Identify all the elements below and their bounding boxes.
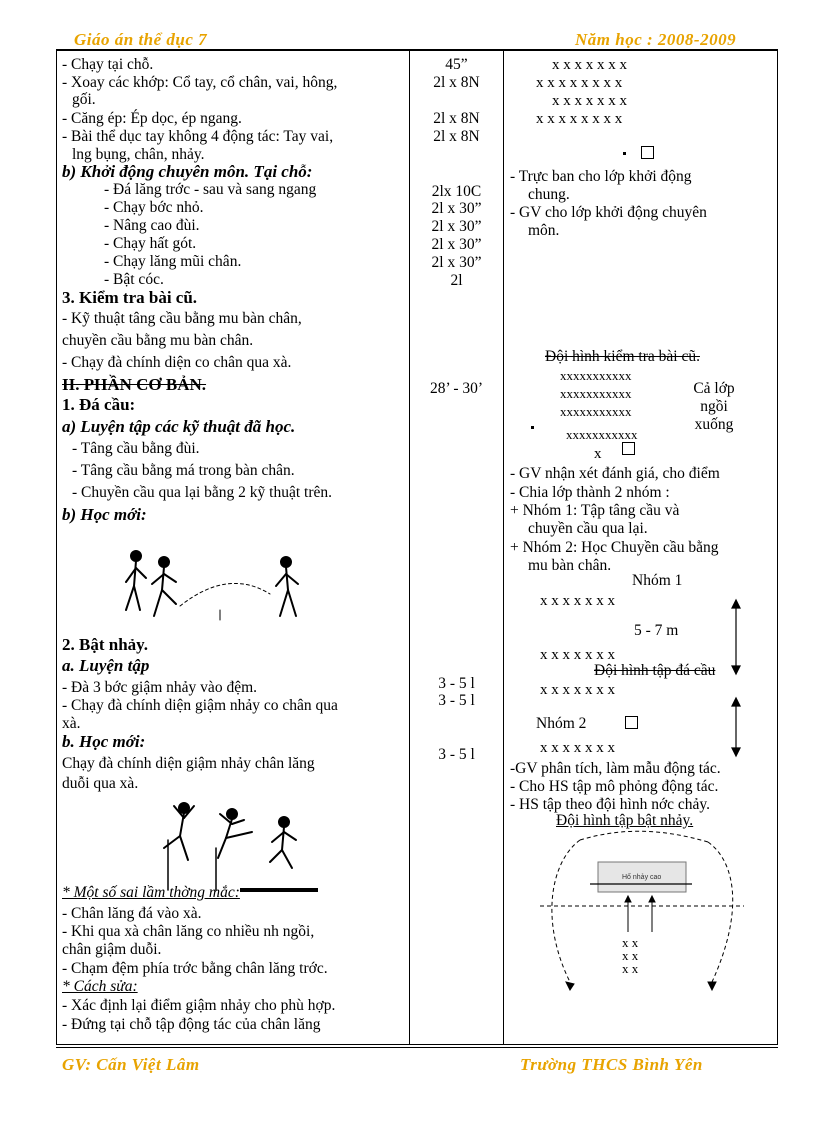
text-line: lng bụng, chân, nhảy. (72, 146, 205, 163)
group-label: Nhóm 2 (536, 715, 587, 732)
note-line: - Cho HS tập mô phỏng động tác. (510, 778, 719, 795)
footer-right: Trường THCS Bình Yên (520, 1055, 703, 1074)
note-line: - GV nhận xét đánh giá, cho điểm (510, 465, 720, 482)
section-heading: 2. Bật nhảy. (62, 635, 148, 654)
note-line: môn. (528, 222, 560, 239)
dosage: 2l x 30” (431, 236, 482, 253)
formation-row: xxxxxxxxxxx (560, 368, 632, 383)
label: xuống (694, 416, 734, 433)
pit-label: Hố nhảy cao (622, 874, 662, 881)
note-line: - GV cho lớp khởi động chuyên (510, 204, 707, 221)
teacher-dot (531, 426, 534, 429)
high-jump-illustration (160, 800, 320, 890)
section-heading: b) Khởi động chuyên môn. Tại chỗ: (62, 162, 313, 181)
formation-row: x x x x x x x x (536, 111, 623, 127)
header-left: Giáo án thể dục 7 (74, 30, 208, 49)
text-line: - Xác định lại điểm giậm nhảy cho phù hợp. (62, 997, 336, 1014)
text-line: - Tâng cầu bằng đùi. (72, 440, 200, 457)
text-line: - Chạy hất gót. (104, 235, 197, 252)
formation-row: x x x x x x x (552, 57, 627, 73)
jump-formation-diagram (540, 832, 744, 1002)
text-line: - Đứng tại chỗ tập động tác của chân lăng (62, 1016, 321, 1033)
footer-rule (56, 1047, 778, 1048)
formation-row: x x x x x x x (540, 740, 615, 756)
teacher-x: x (594, 446, 602, 462)
note-line: -GV phân tích, làm mẫu động tác. (510, 760, 721, 777)
text-line: - Bài thể dục tay không 4 động tác: Tay vai, (62, 128, 334, 145)
dosage: 3 - 5 l (438, 746, 475, 763)
flag-marker (641, 146, 654, 159)
text-line: - Chạy lăng mũi chân. (104, 253, 242, 270)
note-line: chuyền cầu qua lại. (528, 520, 648, 537)
formation-row: x x x x x x x (540, 682, 615, 698)
group-label: Nhóm 1 (632, 572, 683, 589)
text-line: - Căng ép: Ép dọc, ép ngang. (62, 110, 242, 127)
section-heading: b. Học mới: (62, 732, 146, 751)
text-line: - Kỹ thuật tâng cầu bằng mu bàn chân, (62, 310, 302, 327)
dosage: 2l x 30” (431, 200, 482, 217)
section-heading: * Cách sửa: (62, 978, 138, 995)
text-line: - Chạy đà chính diện co chân qua xà. (62, 354, 292, 371)
dosage: 2l x 30” (431, 254, 482, 271)
text-line: - Chạy đà chính diện giậm nhảy co chân qua (62, 697, 338, 714)
distance-label: 5 - 7 m (634, 622, 679, 639)
flag-marker (625, 716, 638, 729)
text-line: xà. (62, 715, 81, 732)
formation-row: x x x x x x x (540, 593, 615, 609)
table-border-left (56, 49, 57, 1045)
part-heading: II. PHẦN CƠ BẢN. (62, 375, 207, 394)
dosage: 2l x 30” (431, 218, 482, 235)
section-heading: * Một số sai lầm thờng mắc: (62, 884, 240, 901)
table-divider-2 (503, 49, 504, 1045)
text-line: Chạy đà chính diện giậm nhảy chân lăng (62, 755, 315, 772)
formation-row: x x x x x x x x (536, 75, 623, 91)
text-line: - Đá lăng trớc - sau và sang ngang (104, 181, 317, 198)
text-line: - Chạy tại chỗ. (62, 56, 154, 73)
dosage: 2l x 8N (433, 74, 480, 91)
section-heading: 1. Đá cầu: (62, 395, 136, 414)
teacher-dot (623, 152, 626, 155)
formation-row: x x x x x x x (552, 93, 627, 109)
dosage: 28’ - 30’ (429, 380, 484, 397)
note-line: - HS tập theo đội hình nớc chảy. (510, 796, 711, 813)
text-line: chuyền cầu bằng mu bàn chân. (62, 332, 254, 349)
table-border-bottom (56, 1044, 778, 1045)
header-rule (56, 49, 778, 51)
footer-left: GV: Cấn Việt Lâm (62, 1055, 200, 1074)
note-line: + Nhóm 1: Tập tâng cầu và (510, 502, 680, 519)
dosage: 2l x 8N (433, 128, 480, 145)
text-line: gối. (72, 91, 96, 108)
formation-title: Đội hình tập đá cầu (594, 662, 716, 679)
dosage: 45” (445, 56, 468, 73)
formation-row: xxxxxxxxxxx (560, 386, 632, 401)
text-line: - Tâng cầu bằng má trong bàn chân. (72, 462, 295, 479)
text-line: - Chuyền cầu qua lại bằng 2 kỹ thuật trên. (72, 484, 332, 501)
distance-arrow (730, 600, 742, 760)
note-line: + Nhóm 2: Học Chuyền cầu bằng (510, 539, 719, 556)
formation-title: Đội hình tập bật nhảy. (556, 812, 694, 829)
note-line: chung. (528, 186, 570, 203)
text-line: - Xoay các khớp: Cổ tay, cổ chân, vai, hông, (62, 74, 338, 91)
text-line: - Đà 3 bớc giậm nhảy vào đệm. (62, 679, 257, 696)
flag-marker (622, 442, 635, 455)
formation-row: x x x x x x x (540, 647, 615, 663)
text-line: chân giậm duỗi. (62, 941, 162, 958)
text-line: - Nâng cao đùi. (104, 217, 200, 234)
text-line: - Chân lăng đá vào xà. (62, 905, 202, 922)
shuttlecock-illustration (118, 548, 308, 624)
section-heading: 3. Kiểm tra bài cũ. (62, 288, 198, 307)
formation-row: xxxxxxxxxxx (560, 404, 632, 419)
label: Cả lớp (693, 380, 735, 397)
note-line: - Trực ban cho lớp khởi động (510, 168, 692, 185)
section-heading: b) Học mới: (62, 505, 147, 524)
dosage: 3 - 5 l (438, 675, 475, 692)
dosage: 2l (450, 272, 463, 289)
text-line: - Bật cóc. (104, 271, 164, 288)
formation-title: Đội hình kiểm tra bài cũ. (545, 348, 700, 365)
section-heading: a) Luyện tập các kỹ thuật đã học. (62, 417, 296, 436)
formation-row: xxxxxxxxxxx (566, 427, 638, 442)
formation-row: x x (622, 948, 639, 963)
text-line: - Khi qua xà chân lăng co nhiều nh ngồi, (62, 923, 315, 940)
label: ngồi (700, 398, 728, 415)
table-border-right (777, 49, 778, 1045)
text-line: duỗi qua xà. (62, 775, 139, 792)
text-line: - Chạm đệm phía trớc bằng chân lăng trớc. (62, 960, 328, 977)
note-line: mu bàn chân. (528, 557, 612, 574)
note-line: - Chia lớp thành 2 nhóm : (510, 484, 670, 501)
formation-row: x x (622, 961, 639, 976)
dosage: 2lx 10C (431, 183, 482, 200)
text-line: - Chạy bớc nhỏ. (104, 199, 204, 216)
formation-row: x x (622, 935, 639, 950)
header-right: Năm học : 2008-2009 (575, 30, 737, 49)
dosage: 3 - 5 l (438, 692, 475, 709)
section-heading: a. Luyện tập (62, 656, 150, 675)
dosage: 2l x 8N (433, 110, 480, 127)
